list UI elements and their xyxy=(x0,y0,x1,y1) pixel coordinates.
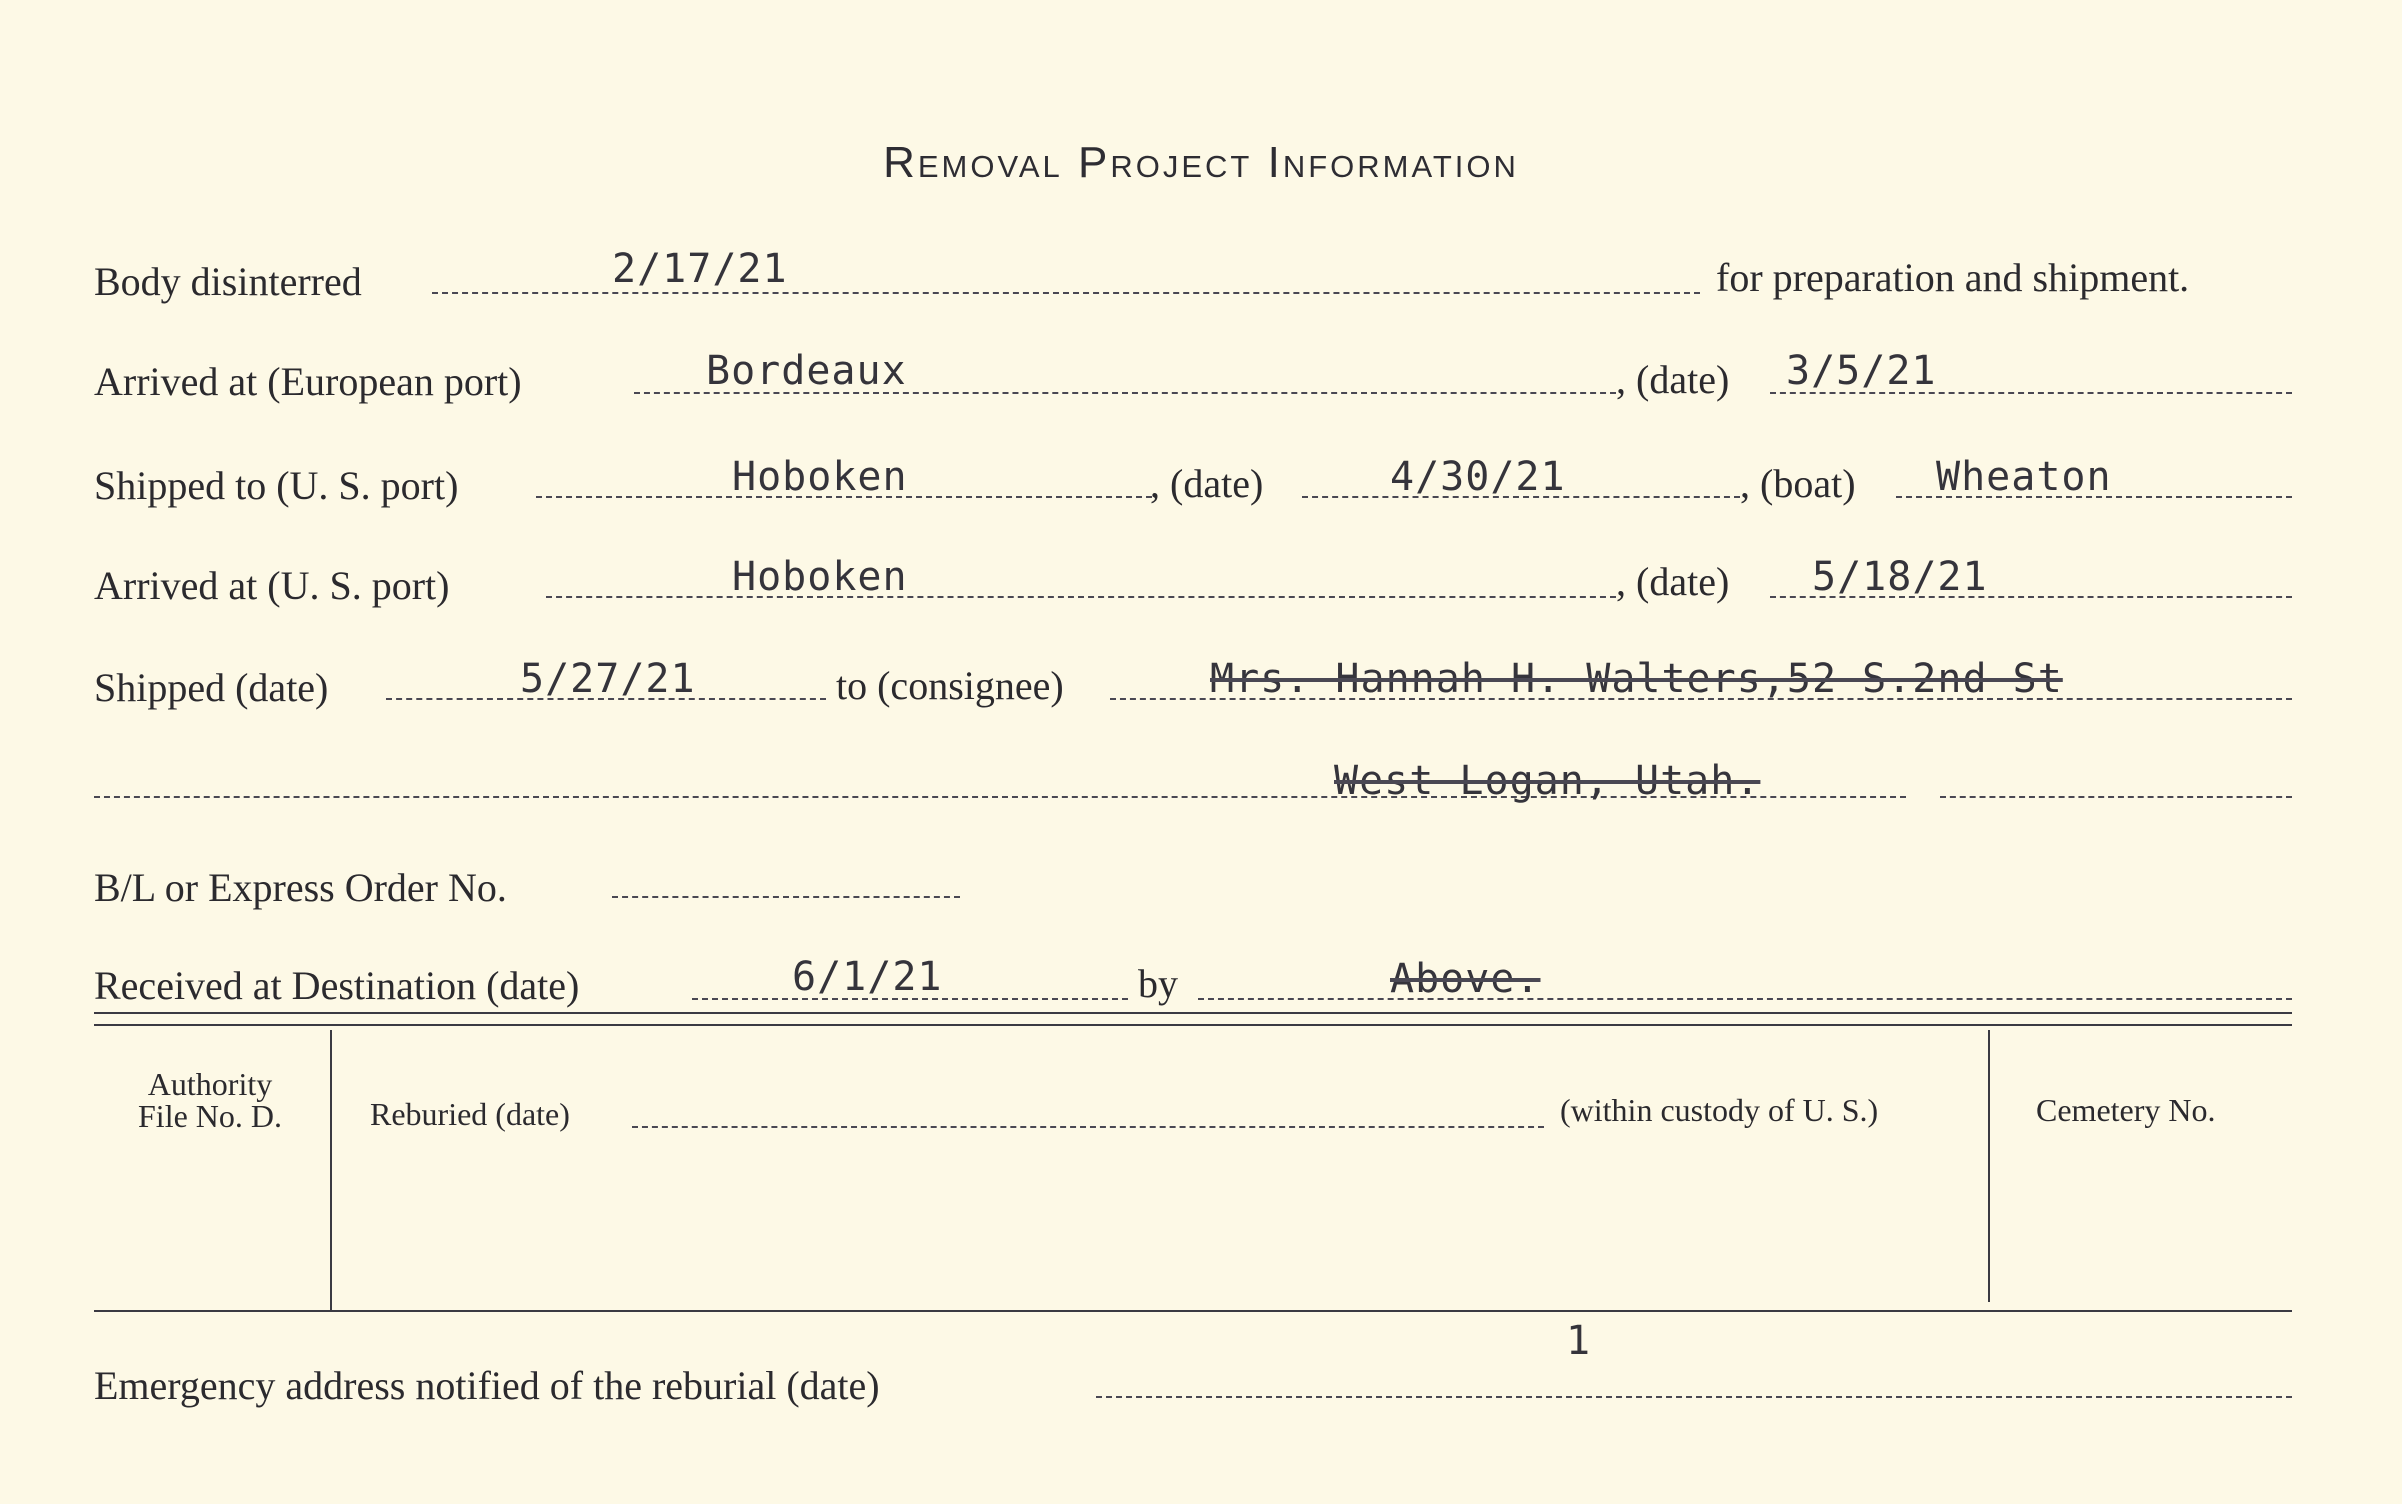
shipped-to-us-port-label: Shipped to (U. S. port) xyxy=(94,463,459,508)
arrived-us-port-line xyxy=(546,596,1616,598)
consignee-label: to (consignee) xyxy=(836,663,1064,708)
arrived-european-port-date: 3/5/21 xyxy=(1786,348,1937,394)
bl-order-line xyxy=(612,896,960,898)
emergency-mark: 1 xyxy=(1566,1318,1592,1364)
received-date-value: 6/1/21 xyxy=(792,954,943,1000)
arrived-us-port-label: Arrived at (U. S. port) xyxy=(94,563,450,608)
custody-label: (within custody of U. S.) xyxy=(1560,1092,1879,1128)
received-label: Received at Destination (date) xyxy=(94,963,580,1008)
shipped-to-us-port-value: Hoboken xyxy=(732,454,908,500)
emergency-label: Emergency address notified of the reburial (date) xyxy=(94,1363,880,1408)
shipped-to-us-port-boat: Wheaton xyxy=(1936,454,2112,500)
consignee-value: Mrs. Hannah H. Walters,52 S.2nd St xyxy=(1210,656,2063,702)
arrived-european-port-value: Bordeaux xyxy=(706,348,907,394)
consignee-line-2b xyxy=(1940,796,2292,798)
divider-top xyxy=(94,1012,2292,1014)
received-by-label: by xyxy=(1138,961,1178,1006)
authority-label-1: Authority xyxy=(147,1066,273,1102)
arrived-us-port-date-label: , (date) xyxy=(1616,559,1730,604)
shipped-date-label: Shipped (date) xyxy=(94,665,329,710)
body-disinterred-value: 2/17/21 xyxy=(612,246,788,292)
body-disinterred-label: Body disinterred xyxy=(94,259,362,304)
arrived-us-port-value: Hoboken xyxy=(732,554,908,600)
bl-order-label: B/L or Express Order No. xyxy=(94,865,507,910)
body-disinterred-suffix: for preparation and shipment. xyxy=(1716,255,2190,300)
emergency-line xyxy=(1096,1396,2292,1398)
box-bottom-rule xyxy=(94,1310,2292,1312)
authority-label-2: File No. D. xyxy=(138,1098,282,1134)
shipped-date-value: 5/27/21 xyxy=(520,656,696,702)
received-by-value: Above. xyxy=(1390,956,1541,1002)
cemetery-label: Cemetery No. xyxy=(2036,1092,2216,1128)
arrived-european-port-label: Arrived at (European port) xyxy=(94,359,522,404)
divider-bottom xyxy=(94,1024,2292,1026)
received-by-line xyxy=(1198,998,2292,1000)
shipped-to-us-port-date: 4/30/21 xyxy=(1390,454,1566,500)
consignee-value-2: West Logan, Utah. xyxy=(1334,758,1761,804)
box-divider-right xyxy=(1988,1030,1990,1302)
box-divider-left xyxy=(330,1030,332,1310)
reburied-line xyxy=(632,1126,1544,1128)
body-disinterred-line xyxy=(432,292,1700,294)
reburied-label: Reburied (date) xyxy=(370,1096,570,1132)
shipped-to-us-port-date-label: , (date) xyxy=(1150,461,1264,506)
page-title: Removal Project Information xyxy=(883,138,1519,187)
arrived-us-port-date: 5/18/21 xyxy=(1812,554,1988,600)
shipped-to-us-port-boat-label: , (boat) xyxy=(1740,461,1856,506)
arrived-european-port-date-label: , (date) xyxy=(1616,357,1730,402)
